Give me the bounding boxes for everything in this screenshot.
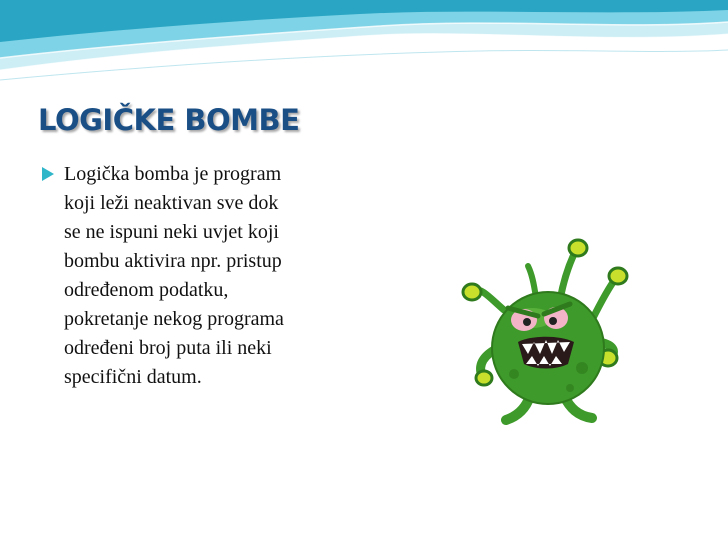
- bullet-item: [40, 160, 360, 392]
- bullet-text: Logička bomba je program koji leži neaktivan sve dok se ne ispuni neki uvjet koji bombu aktivira npr. pristup određenom podatku, pokretanje nekog programa određeni broj puta ili neki specifični datum.: [64, 163, 284, 388]
- monster-illustration: [452, 238, 640, 428]
- slide-title: LOGIČKE BOMBE: [38, 103, 300, 137]
- triangle-bullet-icon: [42, 167, 54, 181]
- top-wave-decoration: [0, 0, 728, 90]
